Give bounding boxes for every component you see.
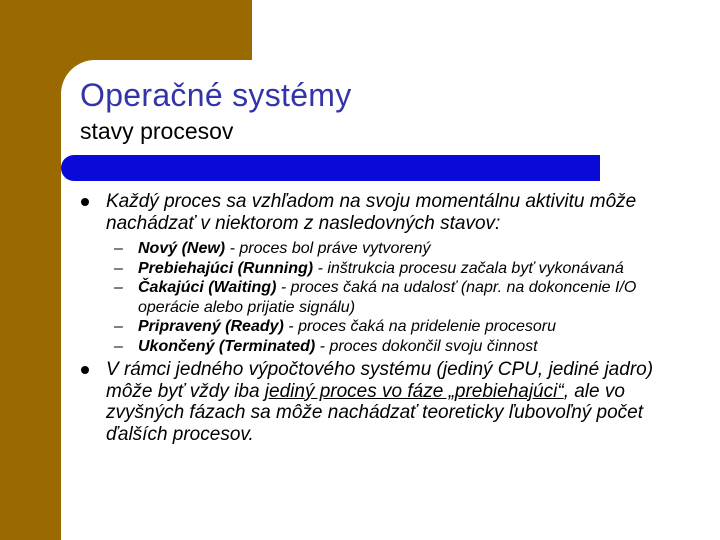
dash-icon: – — [114, 279, 123, 296]
bullet-text-start: V rámci jedného výpočtového systému (jediný CPU, jediné jadro) môže byť vždy iba — [106, 359, 654, 402]
state-item — [80, 239, 700, 259]
state-term: Nový (New) — [138, 240, 226, 257]
bullet-dot-icon — [81, 198, 89, 206]
state-item — [80, 317, 700, 337]
state-term: Ukončený (Terminated) — [138, 337, 316, 355]
dash-icon: – — [114, 259, 123, 277]
dash-icon: – — [114, 240, 123, 257]
bullet-item — [80, 359, 700, 445]
bullet-text-underlined: jediný proces vo fáze „prebiehajúci“ — [264, 380, 564, 402]
state-item — [80, 259, 700, 279]
state-term: Pripravený (Ready) — [138, 318, 284, 335]
state-item — [80, 337, 700, 357]
state-term: Prebiehajúci (Running) — [138, 259, 314, 277]
slide-title: Operačné systémy — [80, 77, 352, 113]
state-description: - proces čaká na udalosť (napr. na dokoncenie I/O operácie alebo prijatie signálu) — [138, 279, 637, 316]
slide-subtitle: stavy procesov — [80, 118, 234, 144]
state-term: Čakajúci (Waiting) — [138, 279, 277, 296]
process-states-list — [80, 239, 700, 356]
bullet-text: Každý proces sa vzhľadom na svoju momentálnu aktivitu môže nachádzať v niektorom z nasledovných stavov: — [106, 191, 637, 234]
state-description: - proces dokončil svoju činnost — [315, 337, 538, 355]
slide-content — [80, 191, 700, 445]
state-description: - inštrukcia procesu začala byť vykonávaná — [313, 259, 624, 277]
bullet-dot-icon — [81, 366, 89, 374]
state-description: - proces čaká na pridelenie procesoru — [283, 318, 556, 335]
dash-icon: – — [114, 337, 123, 355]
bullet-item — [80, 191, 700, 234]
state-item — [80, 278, 700, 317]
bullet-text-end: , ale vo zvyšných fázach sa môže nachádzať teoreticky ľubovoľný počet ďalších procesov. — [106, 380, 644, 445]
state-description: - proces bol práve vytvorený — [225, 240, 431, 257]
decorative-blue-bar — [61, 155, 600, 181]
dash-icon: – — [114, 318, 123, 335]
